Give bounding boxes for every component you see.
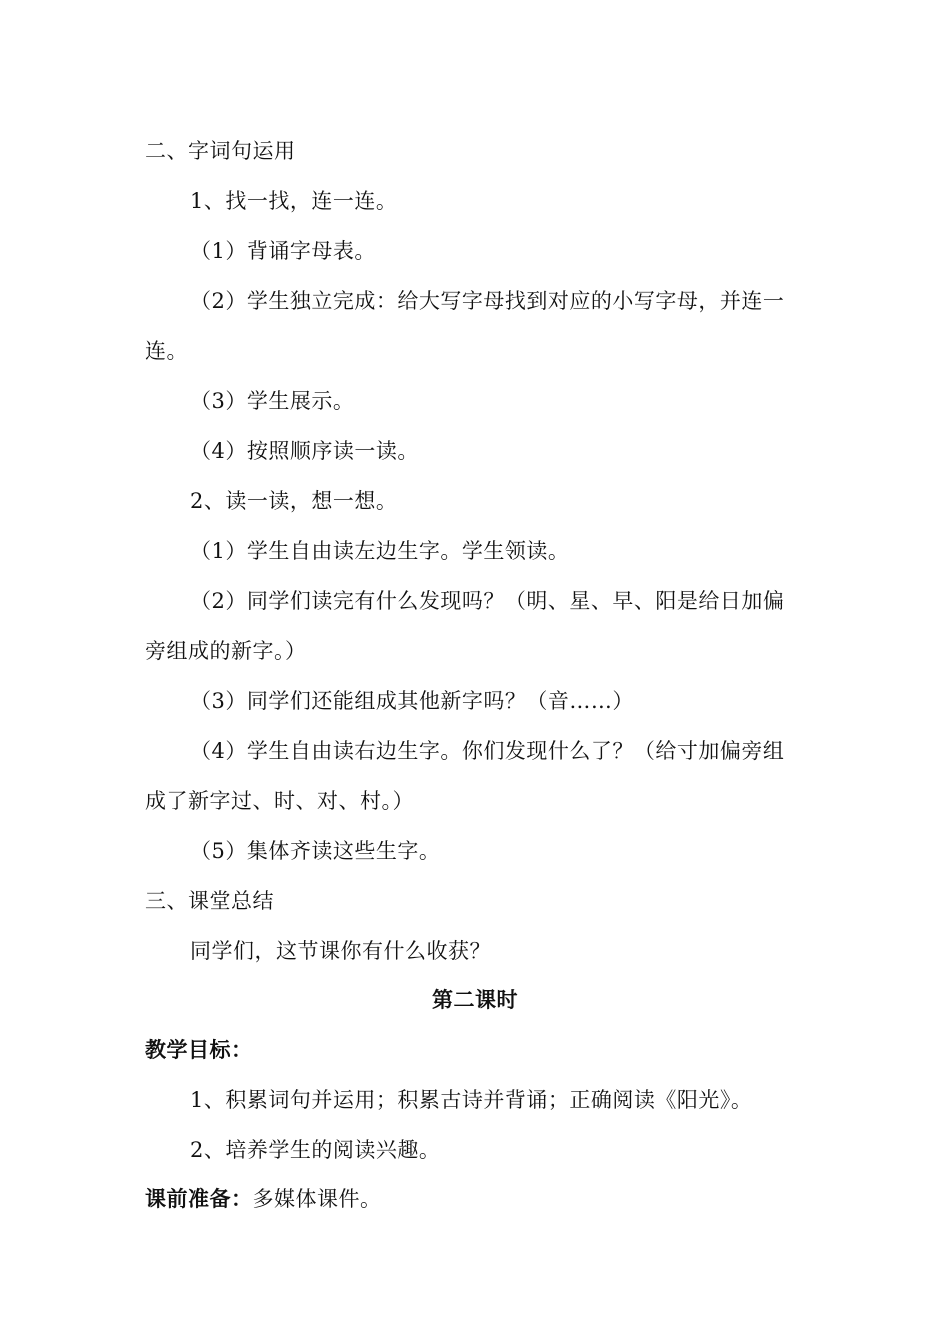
goal-item-1: 1、积累词句并运用；积累古诗并背诵；正确阅读《阳光》。 xyxy=(190,1088,753,1112)
goals-label: 教学目标： xyxy=(145,1038,253,1062)
step-1-3: （3）学生展示。 xyxy=(190,389,355,413)
step-2-2: （2）同学们读完有什么发现吗？（明、星、早、阳是给日加偏 xyxy=(190,589,785,613)
prep-line xyxy=(145,1184,810,1214)
step-2-4-continued: 成了新字过、时、对、村。） xyxy=(145,789,414,813)
prep-label: 课前准备： xyxy=(145,1187,253,1211)
section-heading-3: 三、课堂总结 xyxy=(145,889,274,913)
step-2-1: （1）学生自由读左边生字。学生领读。 xyxy=(190,539,570,563)
goal-item-2: 2、培养学生的阅读兴趣。 xyxy=(190,1138,441,1162)
step-2-2-continued: 旁组成的新字。） xyxy=(145,639,307,663)
step-1-4: （4）按照顺序读一读。 xyxy=(190,439,419,463)
step-2-3: （3）同学们还能组成其他新字吗？（音……） xyxy=(190,689,634,713)
step-1-2: （2）学生独立完成：给大写字母找到对应的小写字母，并连一 xyxy=(190,289,785,313)
prep-value: 多媒体课件。 xyxy=(252,1187,382,1211)
subsection-1: 1、找一找，连一连。 xyxy=(190,189,398,213)
step-1-2-continued: 连。 xyxy=(145,339,188,363)
subsection-2: 2、读一读，想一想。 xyxy=(190,489,398,513)
section-heading-2: 二、字词句运用 xyxy=(145,139,296,163)
step-1-1: （1）背诵字母表。 xyxy=(190,239,376,263)
lesson-title: 第二课时 xyxy=(432,988,518,1012)
step-2-4: （4）学生自由读右边生字。你们发现什么了？（给寸加偏旁组 xyxy=(190,739,785,763)
summary-question: 同学们，这节课你有什么收获？ xyxy=(190,939,491,963)
step-2-5: （5）集体齐读这些生字。 xyxy=(190,839,441,863)
